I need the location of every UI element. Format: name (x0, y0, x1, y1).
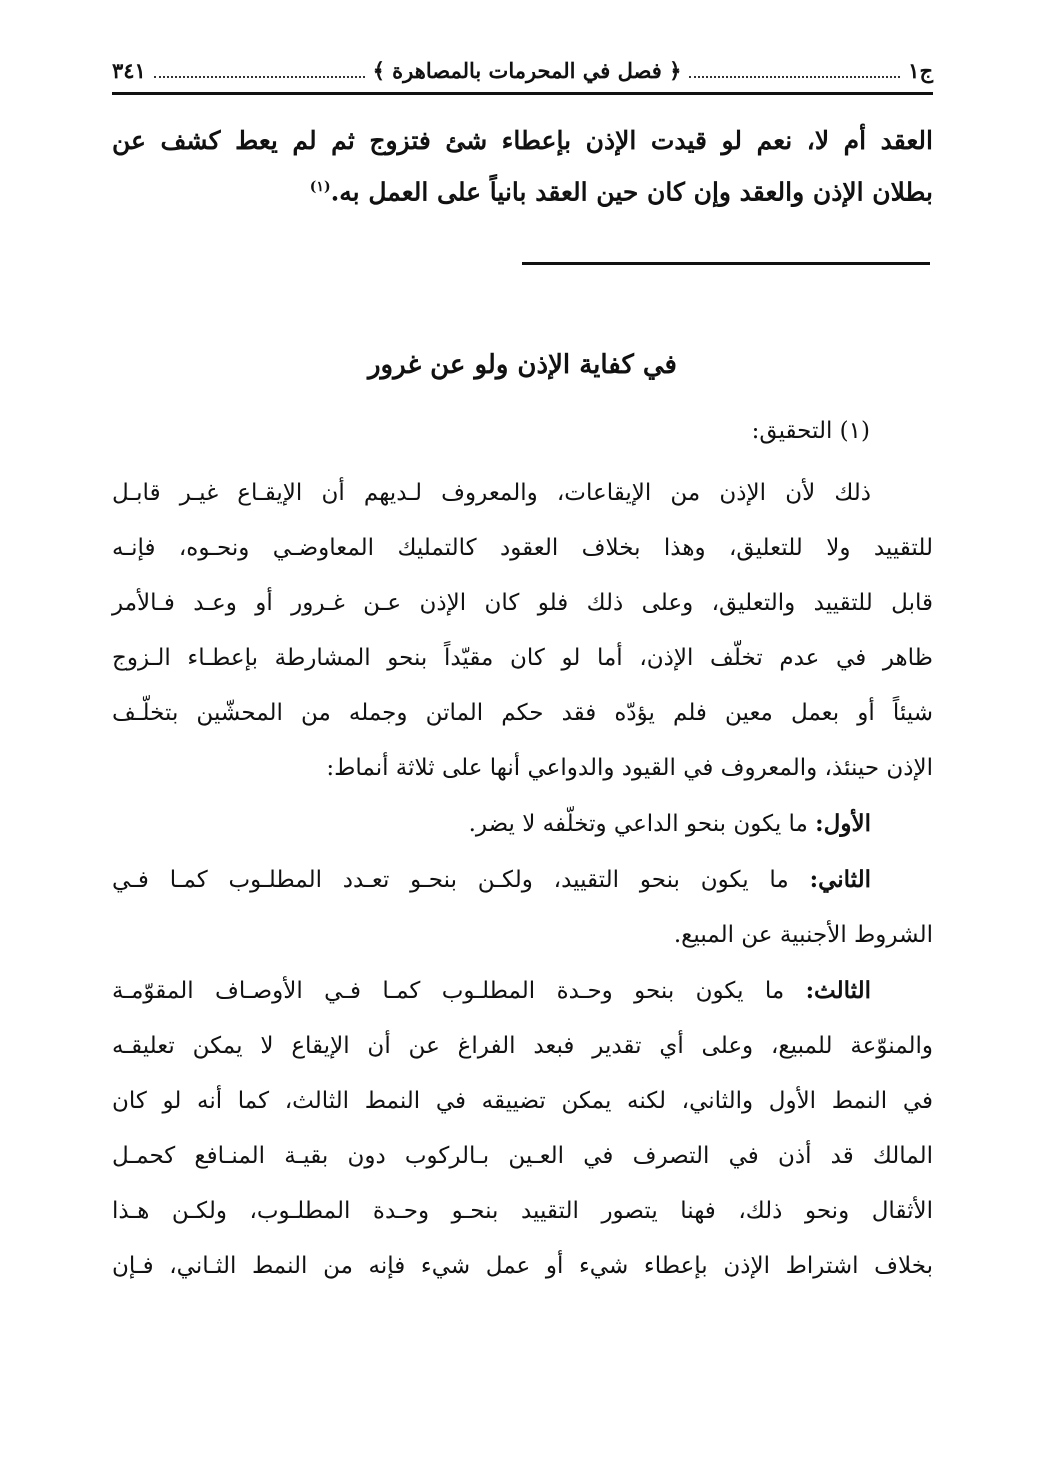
leader-dots (689, 62, 900, 78)
list-label: الثالث: (805, 977, 871, 1004)
intro-line (112, 164, 933, 215)
footnote-line (112, 631, 933, 686)
footnote-line (112, 796, 933, 852)
line-text: والمنوّعة للمبيع، وعلى أي تقدير فبعد الفراغ عن أن الإيقاع لا يمكن تعليقـه (112, 1033, 933, 1059)
line-text: ما يكون بنحو التقييد، ولكـن بنحـو تعـدد المطلـوب كمـا فـي (112, 867, 810, 893)
line-text: بخلاف اشتراط الإذن بإعطاء شيء أو عمل شيء فإنه من النمط الثـاني، فـإن (112, 1253, 933, 1279)
footnote-ref: (١) (309, 179, 331, 195)
footnote-line (112, 1129, 933, 1184)
footnote-line (112, 852, 933, 908)
line-text: المالك قد أذن في التصرف في العـين بـالركوب دون بقيـة المنـافع كحمـل (112, 1143, 933, 1169)
line-text: ما يكون بنحو وحـدة المطلـوب كمـا فـي الأوصـاف المقوّمـة (112, 978, 806, 1004)
footnote-line (112, 466, 933, 521)
footnote-line (112, 963, 933, 1019)
volume-label: ج١ (908, 57, 933, 83)
section-heading: في كفاية الإذن ولو عن غرور (368, 350, 677, 380)
line-text: الإذن حينئذ، والمعروف في القيود والدواعي أنها على ثلاثة أنماط: (326, 755, 933, 781)
footnote-line (112, 741, 933, 796)
intro-line-text: بطلان الإذن والعقد وإن كان حين العقد بانياً على العمل به. (330, 177, 933, 207)
footnote-line (112, 1239, 933, 1294)
footnote-line (112, 576, 933, 631)
footnote-line (112, 521, 933, 576)
footnote-label: (١) التحقيق: (751, 418, 870, 444)
footnote-separator (522, 262, 930, 265)
intro-text (112, 118, 933, 215)
footnote-line (112, 1184, 933, 1239)
list-label: الأول: (815, 810, 871, 837)
line-text: الأثقال ونحو ذلك، فهنا يتصور التقييد بنحـو وحـدة المطلـوب، ولكـن هـذا (112, 1198, 933, 1224)
line-text: قابل للتقييد والتعليق، وعلى ذلك فلو كان الإذن عـن غـرور أو وعـد فـالأمر (112, 590, 933, 616)
footnote-line (112, 908, 933, 963)
line-text: للتقييد ولا للتعليق، وهذا بخلاف العقود كالتمليك المعاوضـي ونحـوه، فإنـه (112, 535, 933, 561)
chapter-title: ﴿ فصل في المحرمات بالمصاهرة ﴾ (372, 57, 682, 83)
intro-line: العقد أم لا، نعم لو قيدت الإذن بإعطاء شئ فتزوج ثم لم يعط كشف عن (112, 126, 933, 155)
line-text: في النمط الأول والثاني، لكنه يمكن تضييقه في النمط الثالث، كما أنه لو كان (112, 1088, 933, 1114)
line-text: ذلك لأن الإذن من الإيقاعات، والمعروف لـديهم أن الإيقـاع غيـر قابـل (112, 480, 871, 506)
list-label: الثاني: (809, 866, 871, 893)
line-text: الشروط الأجنبية عن المبيع. (673, 922, 933, 948)
line-text: ظاهر في عدم تخلّف الإذن، أما لو كان مقيّداً بنحو المشارطة بإعطـاء الـزوج (112, 645, 933, 671)
footnote-line (112, 1019, 933, 1074)
running-header (112, 48, 933, 95)
line-text: ما يكون بنحو الداعي وتخلّفه لا يضر. (468, 811, 816, 837)
leader-dots (154, 62, 365, 78)
footnote-line (112, 686, 933, 741)
page-number: ٣٤١ (111, 57, 146, 83)
footnote-line (112, 1074, 933, 1129)
footnote-body (112, 466, 933, 1294)
line-text: شيئاً أو بعمل معين فلم يؤدّه فقد حكم الماتن وجمله من المحشّين بتخلّـف (112, 700, 933, 726)
